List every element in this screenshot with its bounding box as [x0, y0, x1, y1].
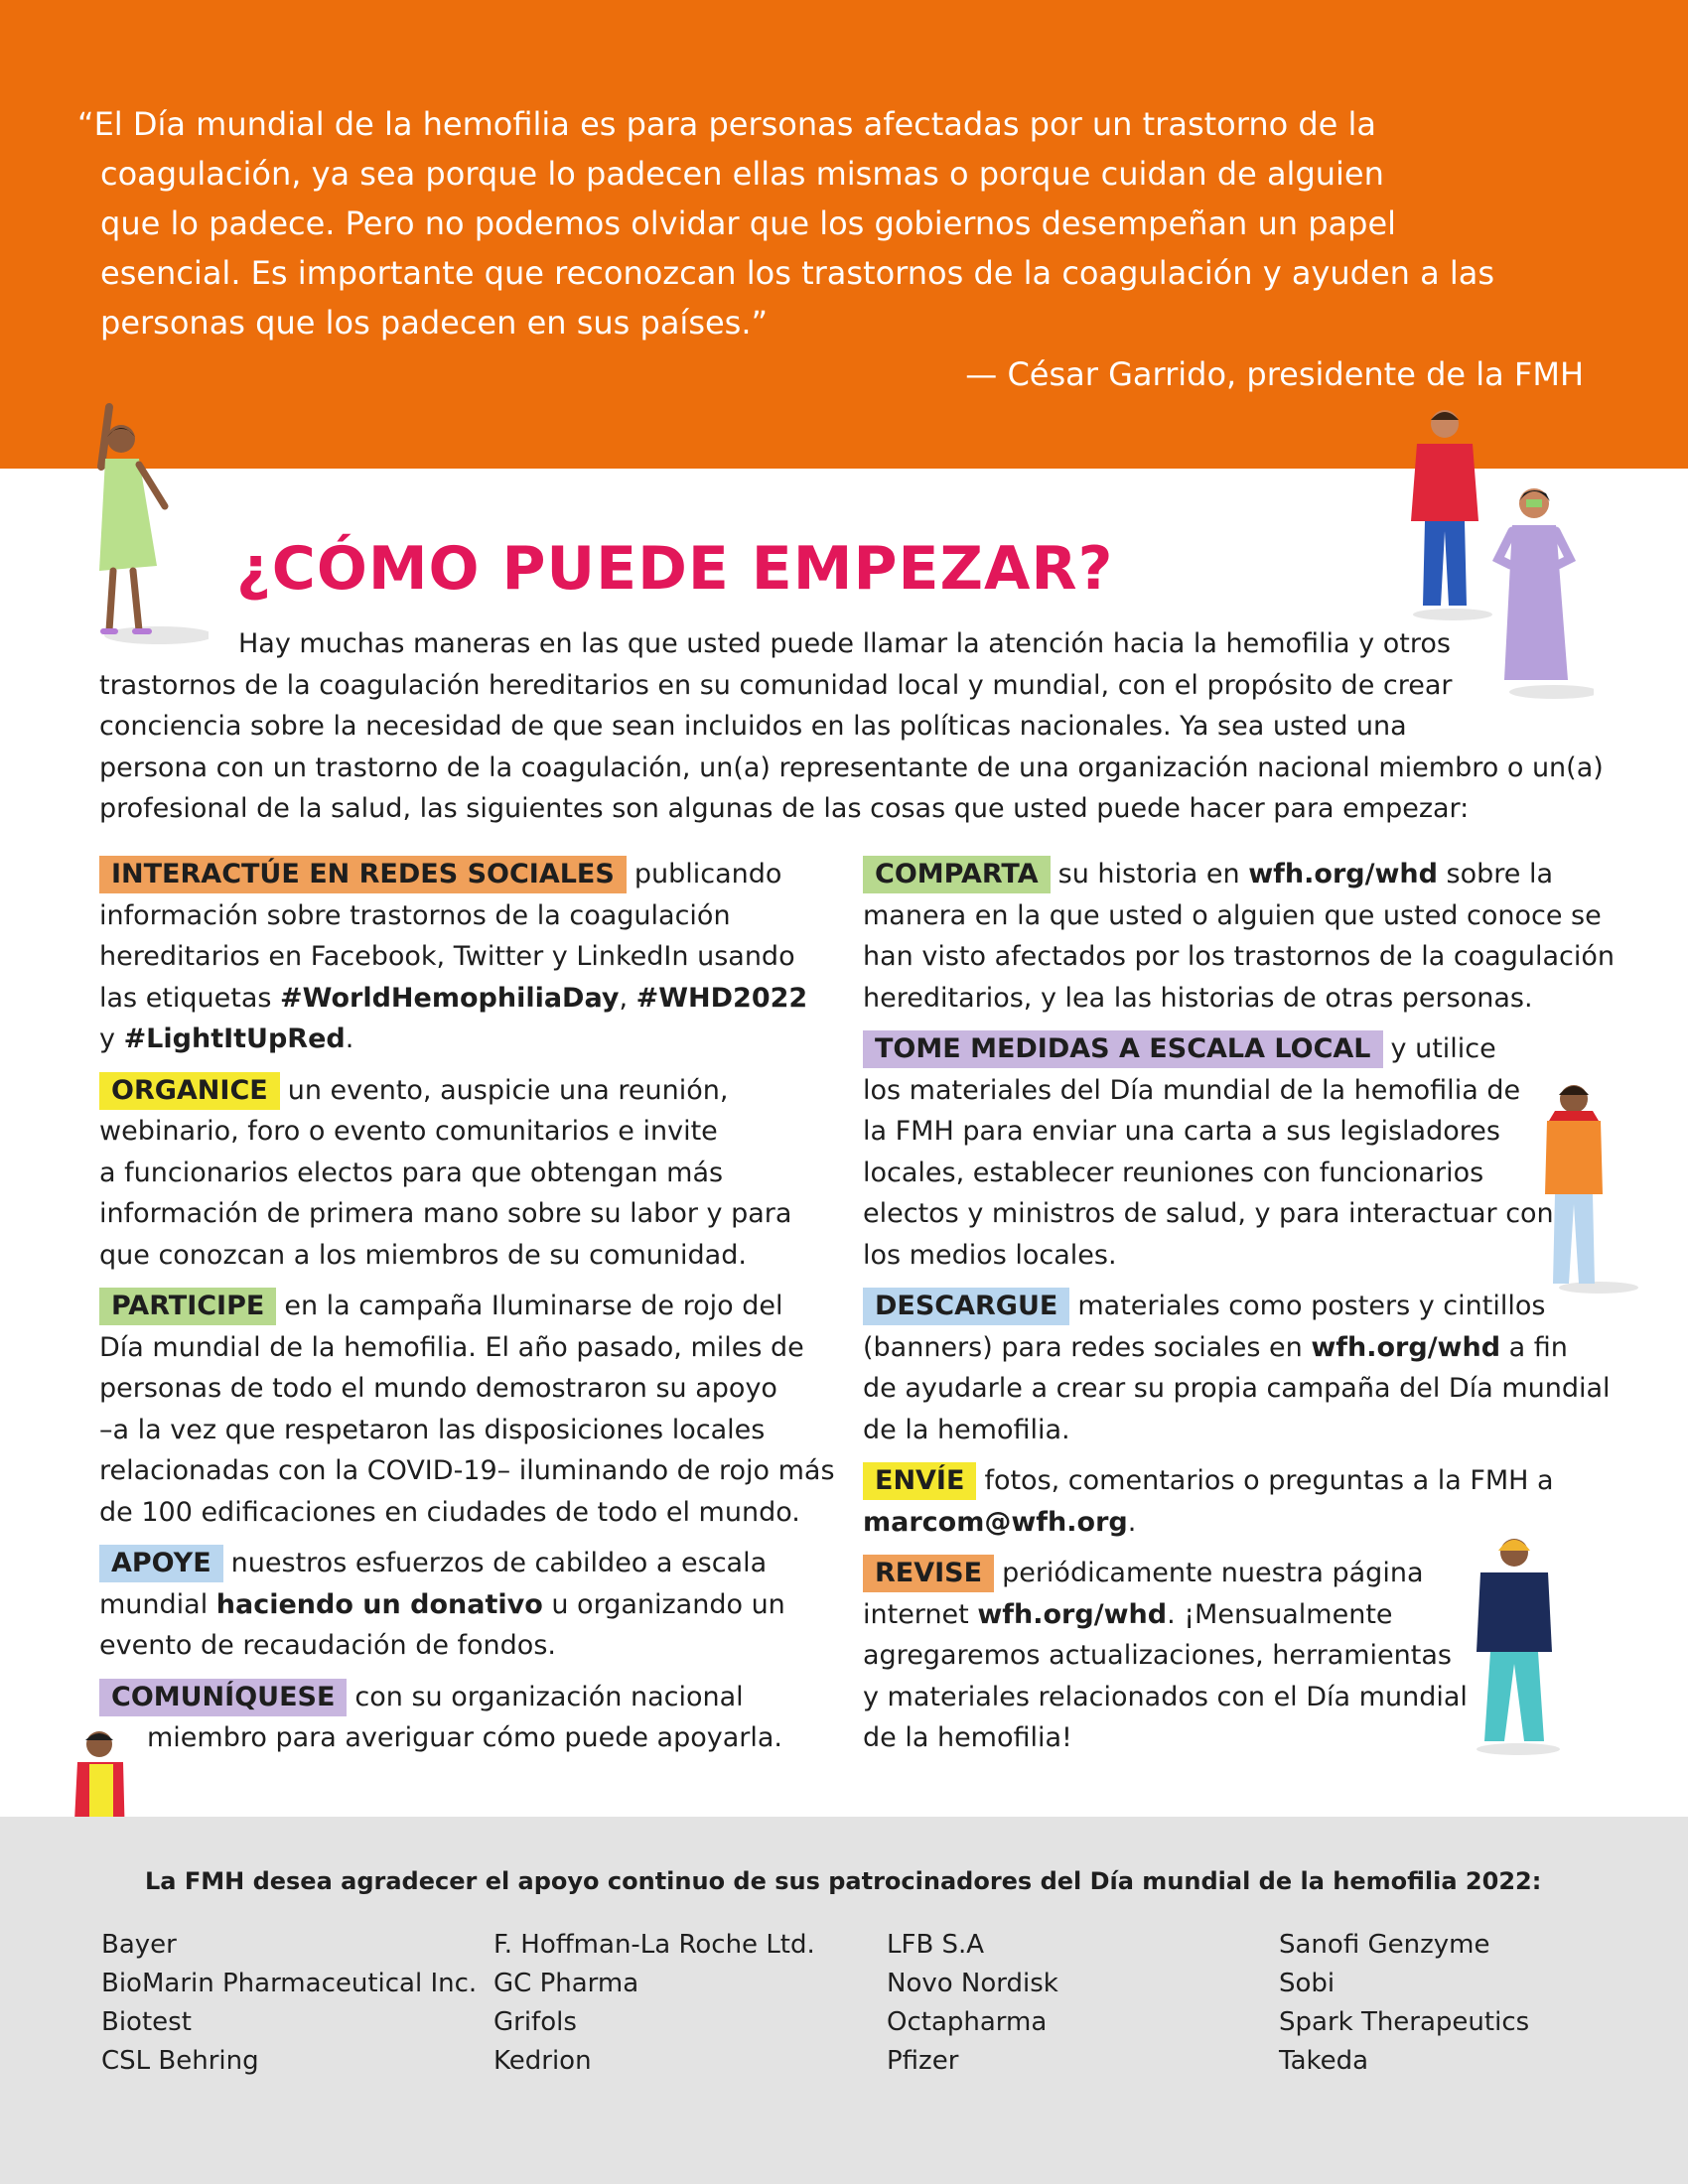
intro-paragraph — [99, 623, 1604, 830]
sponsor-name: Novo Nordisk — [887, 1969, 1058, 1998]
action-review — [863, 1553, 1598, 1759]
intro-line: conciencia sobre la necesidad de que sean incluidos en las políticas nacionales. Ya sea usted una — [99, 711, 1407, 742]
text: fotos, comentarios o preguntas a la FMH a — [984, 1465, 1554, 1496]
text: y materiales relacionados con el Día mundial — [863, 1681, 1468, 1712]
tag-share: COMPARTA — [863, 856, 1051, 893]
text: de ayudarle a crear su propia campaña del Día mundial — [863, 1373, 1611, 1404]
sponsor-column — [887, 1926, 1058, 2081]
text: webinario, foro o evento comunitarios e invite — [99, 1116, 718, 1147]
action-local — [863, 1028, 1598, 1276]
sponsor-name: Grifols — [493, 2007, 577, 2037]
text: . ¡Mensualmente — [1167, 1598, 1393, 1630]
sponsor-name: BioMarin Pharmaceutical Inc. — [101, 1969, 478, 1998]
text: mundial — [99, 1588, 216, 1620]
hashtag: #WHD2022 — [635, 982, 808, 1014]
sponsor-name: Biotest — [101, 2007, 192, 2037]
text: periódicamente nuestra página — [1002, 1558, 1424, 1588]
text: la FMH para enviar una carta a sus legisladores — [863, 1116, 1500, 1147]
text: los materiales del Día mundial de la hemofilia de — [863, 1074, 1521, 1106]
text: manera en la que usted o alguien que usted conoce se — [863, 899, 1602, 931]
action-organize — [99, 1070, 814, 1277]
woman-waving-illustration — [70, 397, 209, 645]
text: y — [99, 1024, 124, 1054]
text: información sobre trastornos de la coagulación — [99, 899, 731, 931]
intro-line: profesional de la salud, las siguientes son algunas de las cosas que usted puede hacer para empezar: — [99, 793, 1470, 824]
text: personas de todo el mundo demostraron su apoyo — [99, 1373, 777, 1404]
text: . — [345, 1024, 354, 1054]
tag-local-action: TOME MEDIDAS A ESCALA LOCAL — [863, 1030, 1383, 1068]
intro-line: Hay muchas maneras en las que usted puede llamar la atención hacia la hemofilia y otros — [238, 628, 1451, 659]
sponsor-name: Sobi — [1279, 1969, 1336, 1998]
text: los medios locales. — [863, 1239, 1117, 1271]
tag-social-media: INTERACTÚE EN REDES SOCIALES — [99, 856, 627, 893]
tag-support: APOYE — [99, 1545, 223, 1582]
text: Día mundial de la hemofilia. El año pasado, miles de — [99, 1331, 804, 1363]
quote-line: “El Día mundial de la hemofilia es para personas afectadas por un trastorno de la — [77, 105, 1377, 143]
text: un evento, auspicie una reunión, — [287, 1074, 729, 1106]
text: nuestros esfuerzos de cabildeo a escala — [230, 1548, 768, 1578]
quote-line: personas que los padecen en sus países.” — [100, 304, 769, 341]
text: u organizando un — [542, 1588, 785, 1620]
text: hereditarios en Facebook, Twitter y LinkedIn usando — [99, 941, 795, 972]
text: electos y ministros de salud, y para interactuar con — [863, 1198, 1554, 1229]
text: de la hemofilia. — [863, 1414, 1070, 1445]
text: las etiquetas — [99, 982, 281, 1014]
sponsor-column — [1279, 1926, 1529, 2081]
actions-right-column — [863, 854, 1616, 1769]
action-participate — [99, 1286, 835, 1533]
text: . — [1127, 1506, 1137, 1538]
text: –a la vez que respetaron las disposiciones locales — [99, 1414, 766, 1445]
text: sobre la — [1437, 859, 1554, 889]
text: evento de recaudación de fondos. — [99, 1630, 556, 1661]
action-contact — [99, 1677, 814, 1759]
website-link[interactable]: wfh.org/whd — [977, 1598, 1168, 1630]
text: miembro para averiguar cómo puede apoyarla. — [147, 1722, 783, 1753]
tag-review: REVISE — [863, 1555, 994, 1592]
sponsor-column — [493, 1926, 815, 2081]
text: en la campaña Iluminarse de rojo del — [284, 1291, 783, 1321]
text: con su organización nacional — [354, 1681, 744, 1712]
actions-left-column — [99, 854, 835, 1769]
quote-text — [77, 99, 1607, 347]
text: su historia en — [1057, 859, 1249, 889]
text: que conozcan a los miembros de su comunidad. — [99, 1239, 747, 1271]
text: a fin — [1500, 1331, 1568, 1363]
text: han visto afectados por los trastornos de la coagulación — [863, 941, 1616, 972]
text: de la hemofilia! — [863, 1722, 1072, 1753]
donation-link-text[interactable]: haciendo un donativo — [215, 1588, 543, 1620]
text: relacionadas con la COVID-19– iluminando de rojo más — [99, 1455, 835, 1486]
tag-participate: PARTICIPE — [99, 1288, 276, 1325]
tag-contact: COMUNÍQUESE — [99, 1679, 347, 1716]
sponsor-name: Kedrion — [493, 2046, 592, 2076]
sponsor-name: Takeda — [1279, 2046, 1369, 2076]
email-link[interactable]: marcom@wfh.org — [863, 1506, 1128, 1538]
tag-download: DESCARGUE — [863, 1288, 1069, 1325]
tag-organize: ORGANICE — [99, 1072, 280, 1110]
quote-line: coagulación, ya sea porque lo padecen ellas mismas o porque cuidan de alguien — [100, 155, 1384, 193]
text: publicando — [633, 859, 782, 889]
text: a funcionarios electos para que obtengan más — [99, 1157, 724, 1188]
sponsor-name: GC Pharma — [493, 1969, 639, 1998]
quote-line: que lo padece. Pero no podemos olvidar que los gobiernos desempeñan un papel — [100, 205, 1397, 242]
man-red-jacket-illustration — [1395, 402, 1494, 620]
tag-send: ENVÍE — [863, 1462, 976, 1500]
page-title: ¿CÓMO PUEDE EMPEZAR? — [236, 534, 1114, 604]
text: internet — [863, 1598, 978, 1630]
text: materiales como posters y cintillos — [1077, 1291, 1546, 1321]
sponsor-name: Octapharma — [887, 2007, 1048, 2037]
text: locales, establecer reuniones con funcionarios — [863, 1157, 1484, 1188]
action-send — [863, 1460, 1598, 1543]
action-social-media — [99, 854, 814, 1060]
sponsor-name: F. Hoffman-La Roche Ltd. — [493, 1930, 815, 1960]
text: hereditarios, y lea las historias de otras personas. — [863, 982, 1533, 1014]
sponsors-thanks: La FMH desea agradecer el apoyo continuo de sus patrocinadores del Día mundial de la hemofilia 2022: — [145, 1867, 1542, 1895]
hashtag: #WorldHemophiliaDay — [280, 982, 620, 1014]
sponsor-name: CSL Behring — [101, 2046, 259, 2076]
quote-author: — César Garrido, presidente de la FMH — [965, 355, 1584, 393]
quote-line: esencial. Es importante que reconozcan los trastornos de la coagulación y ayuden a las — [100, 254, 1495, 292]
website-link[interactable]: wfh.org/whd — [1248, 859, 1438, 889]
text: y utilice — [1390, 1033, 1496, 1064]
sponsor-name: LFB S.A — [887, 1930, 985, 1960]
sponsor-name: Bayer — [101, 1930, 177, 1960]
action-share — [863, 854, 1616, 1019]
hashtag: #LightItUpRed — [123, 1024, 346, 1054]
text: información de primera mano sobre su labor y para — [99, 1198, 792, 1229]
action-support — [99, 1543, 814, 1667]
intro-line: persona con un trastorno de la coagulación, un(a) representante de una organización nacional miembro o un(a) — [99, 751, 1604, 783]
sponsor-name: Spark Therapeutics — [1279, 2007, 1530, 2037]
sponsor-column — [101, 1926, 477, 2081]
text: agregaremos actualizaciones, herramientas — [863, 1640, 1452, 1671]
website-link[interactable]: wfh.org/whd — [1311, 1331, 1501, 1363]
sponsor-name: Sanofi Genzyme — [1279, 1930, 1490, 1960]
sponsor-name: Pfizer — [887, 2046, 959, 2076]
text: (banners) para redes sociales en — [863, 1331, 1312, 1363]
text: de 100 edificaciones en ciudades de todo el mundo. — [99, 1496, 800, 1528]
intro-line: trastornos de la coagulación hereditarios en su comunidad local y mundial, con el propósito de crear — [99, 669, 1453, 701]
text: , — [619, 982, 636, 1014]
action-download — [863, 1286, 1611, 1450]
